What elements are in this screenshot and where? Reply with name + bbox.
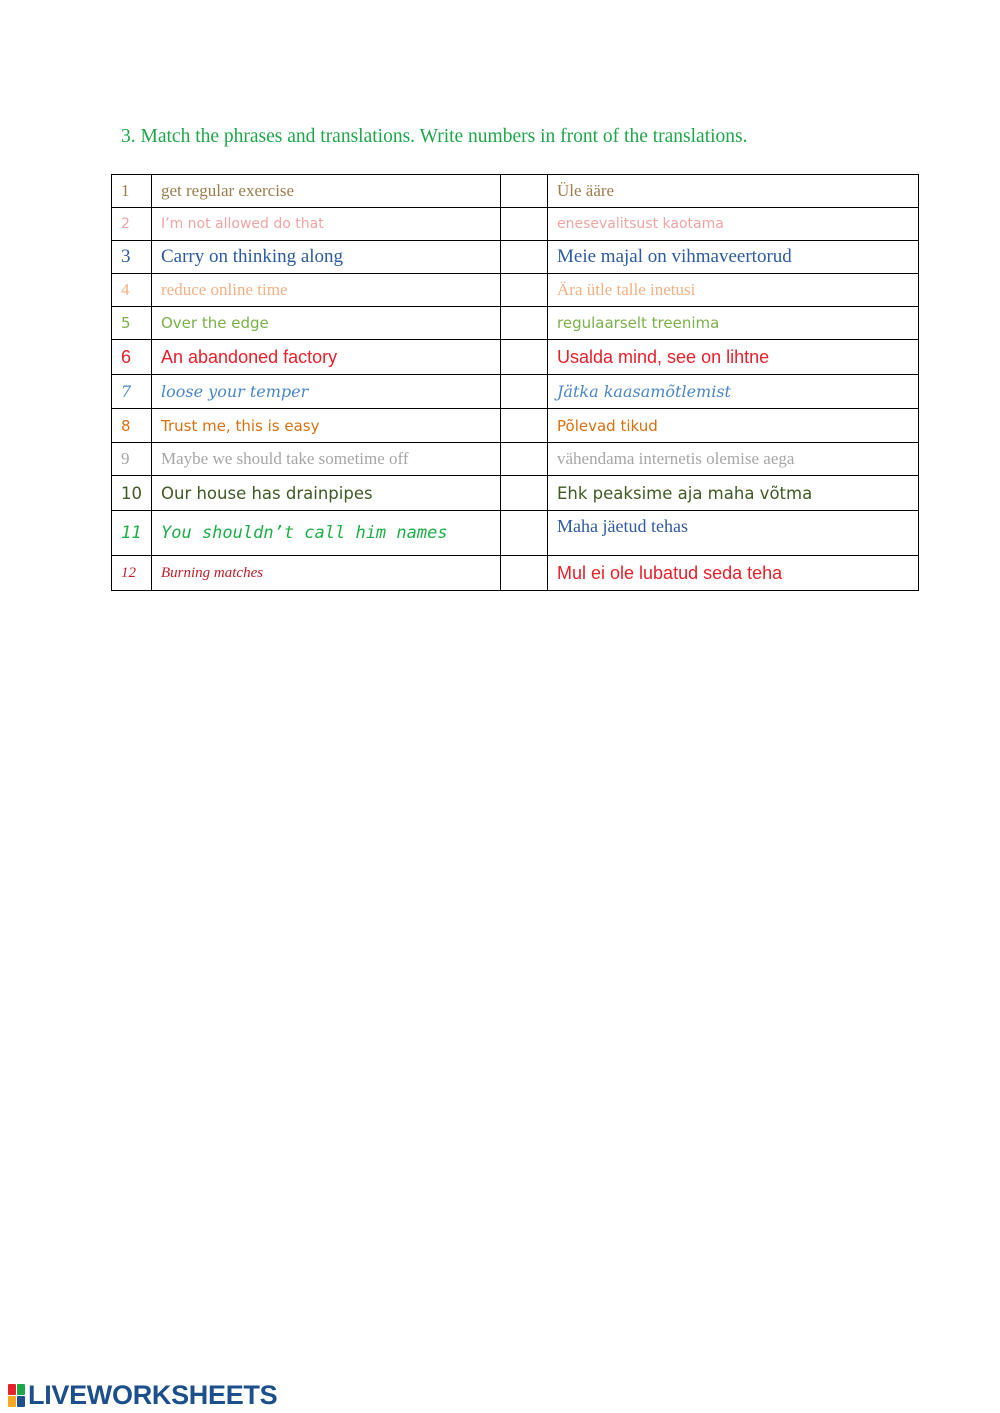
- answer-cell[interactable]: [501, 409, 548, 443]
- translation: vähendama internetis olemise aega: [548, 443, 919, 476]
- phrase-number: 11: [112, 511, 152, 556]
- translation: Meie majal on vihmaveertorud: [548, 241, 919, 274]
- translation: Maha jäetud tehas: [548, 511, 919, 556]
- answer-input[interactable]: [510, 241, 547, 273]
- phrase: Trust me, this is easy: [152, 409, 501, 443]
- answer-input[interactable]: [510, 175, 547, 207]
- table-row: [112, 340, 919, 375]
- phrase: I’m not allowed do that: [152, 208, 501, 241]
- logo-block-green: [17, 1384, 25, 1395]
- phrase: An abandoned factory: [152, 340, 501, 375]
- answer-input[interactable]: [510, 476, 547, 510]
- phrase: reduce online time: [152, 274, 501, 307]
- phrase-number: 1: [112, 175, 152, 208]
- translation: Mul ei ole lubatud seda teha: [548, 556, 919, 591]
- phrase-number: 4: [112, 274, 152, 307]
- table-row: [112, 307, 919, 340]
- phrase: get regular exercise: [152, 175, 501, 208]
- phrase-number: 6: [112, 340, 152, 375]
- phrase-number: 2: [112, 208, 152, 241]
- answer-cell[interactable]: [501, 556, 548, 591]
- table-row: [112, 375, 919, 409]
- answer-input[interactable]: [510, 443, 547, 475]
- answer-input[interactable]: [510, 556, 547, 590]
- answer-input[interactable]: [510, 409, 547, 442]
- table-row: [112, 476, 919, 511]
- phrase-number: 12: [112, 556, 152, 591]
- phrase: Burning matches: [152, 556, 501, 591]
- answer-input[interactable]: [510, 208, 547, 240]
- table-row: [112, 556, 919, 591]
- logo-block-blue: [17, 1396, 25, 1407]
- phrase: Maybe we should take sometime off: [152, 443, 501, 476]
- answer-cell[interactable]: [501, 307, 548, 340]
- translation: Jätka kaasamõtlemist: [548, 375, 919, 409]
- answer-cell[interactable]: [501, 340, 548, 375]
- table-row: [112, 241, 919, 274]
- answer-input[interactable]: [510, 340, 547, 374]
- table-row: [112, 409, 919, 443]
- table-row: [112, 443, 919, 476]
- table-row: [112, 274, 919, 307]
- answer-input[interactable]: [510, 375, 547, 408]
- logo-block-orange: [8, 1396, 16, 1407]
- matching-table: [111, 174, 919, 591]
- translation: enesevalitsust kaotama: [548, 208, 919, 241]
- phrase: Over the edge: [152, 307, 501, 340]
- table-row: [112, 175, 919, 208]
- translation: Põlevad tikud: [548, 409, 919, 443]
- translation: regulaarselt treenima: [548, 307, 919, 340]
- answer-cell[interactable]: [501, 375, 548, 409]
- answer-cell[interactable]: [501, 241, 548, 274]
- phrase-number: 3: [112, 241, 152, 274]
- exercise-instruction: 3. Match the phrases and translations. Write numbers in front of the translations.: [121, 126, 748, 147]
- answer-cell[interactable]: [501, 511, 548, 556]
- table-row: [112, 208, 919, 241]
- liveworksheets-logo[interactable]: [8, 1382, 277, 1409]
- phrase-number: 9: [112, 443, 152, 476]
- phrase: Carry on thinking along: [152, 241, 501, 274]
- answer-cell[interactable]: [501, 208, 548, 241]
- phrase: You shouldn’t call him names: [152, 511, 501, 556]
- phrase-number: 5: [112, 307, 152, 340]
- answer-cell[interactable]: [501, 175, 548, 208]
- answer-cell[interactable]: [501, 274, 548, 307]
- phrase: loose your temper: [152, 375, 501, 409]
- phrase-number: 8: [112, 409, 152, 443]
- translation: Ehk peaksime aja maha võtma: [548, 476, 919, 511]
- answer-input[interactable]: [510, 511, 547, 555]
- answer-cell[interactable]: [501, 443, 548, 476]
- table-row: [112, 511, 919, 556]
- answer-cell[interactable]: [501, 476, 548, 511]
- translation: Ära ütle talle inetusi: [548, 274, 919, 307]
- answer-input[interactable]: [510, 274, 547, 306]
- logo-block-red: [8, 1384, 16, 1395]
- phrase: Our house has drainpipes: [152, 476, 501, 511]
- phrase-number: 7: [112, 375, 152, 409]
- answer-input[interactable]: [510, 307, 547, 339]
- translation: Üle ääre: [548, 175, 919, 208]
- translation: Usalda mind, see on lihtne: [548, 340, 919, 375]
- logo-text: LIVEWORKSHEETS: [28, 1380, 278, 1410]
- phrase-number: 10: [112, 476, 152, 511]
- liveworksheets-logo-icon: [8, 1384, 25, 1407]
